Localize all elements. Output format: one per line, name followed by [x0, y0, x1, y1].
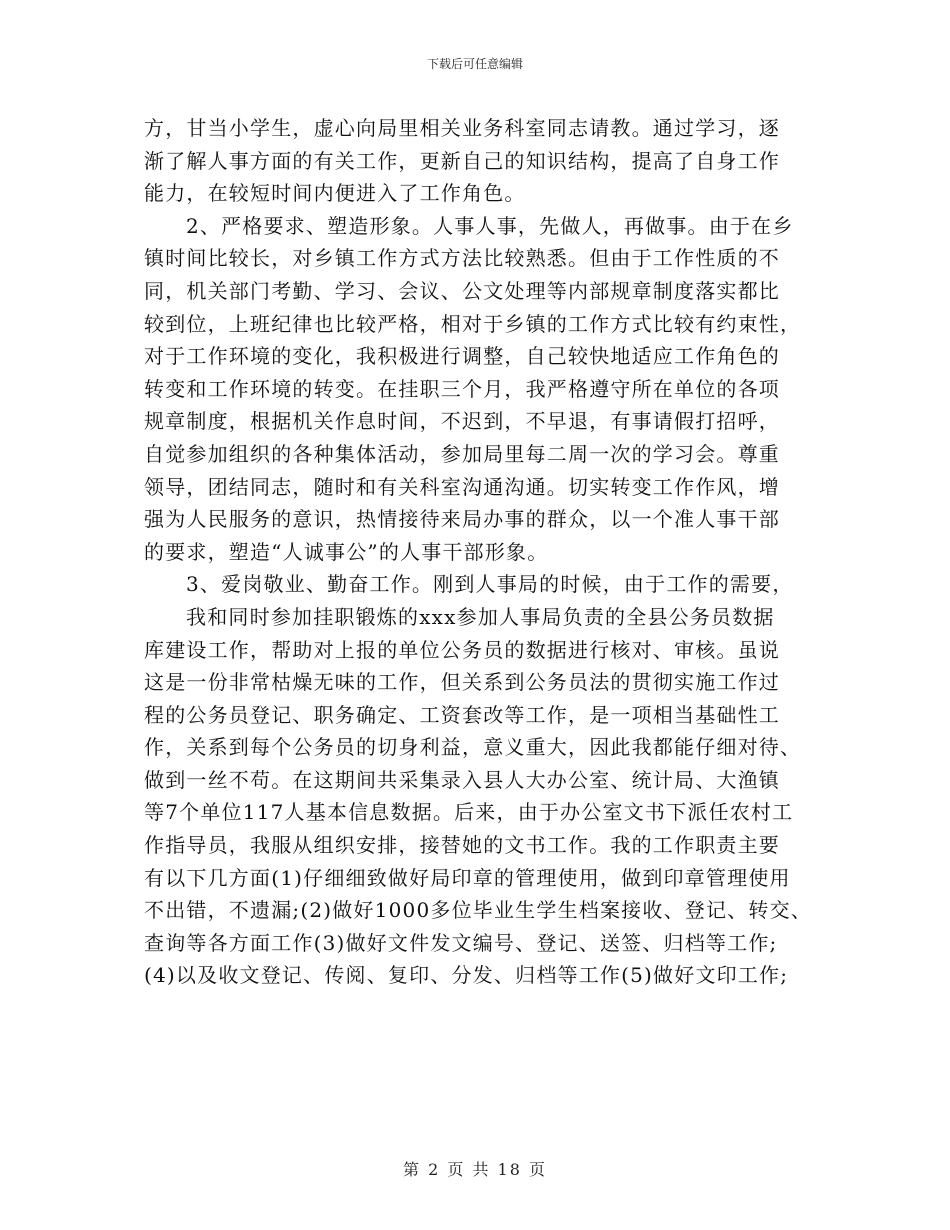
text-line: 领导，团结同志，随时和有关科室沟通沟通。切实转变工作作风，增	[144, 474, 780, 499]
text-line: 做到一丝不苟。在这期间共采集录入县人大办公室、统计局、大渔镇	[144, 767, 780, 792]
text-line: 等7个单位117人基本信息数据。后来，由于办公室文书下派任农村工	[144, 800, 794, 825]
text-line: 程的公务员登记、职务确定、工资套改等工作，是一项相当基础性工	[144, 702, 780, 727]
text-line: 同，机关部门考勤、学习、会议、公文处理等内部规章制度落实都比	[144, 278, 780, 303]
page-header: 下载后可任意编辑	[426, 57, 523, 71]
text-line: 作，关系到每个公务员的切身利益，意义重大，因此我都能仔细对待、	[144, 735, 802, 760]
text-line: 对于工作环境的变化，我积极进行调整，自己较快地适应工作角色的	[144, 344, 780, 369]
text-line: 不出错，不遗漏;(2)做好1000多位毕业生学生档案接收、登记、转交、	[144, 898, 812, 923]
text-line: 3、爱岗敬业、勤奋工作。刚到人事局的时候，由于工作的需要，	[186, 572, 794, 597]
text-line: 查询等各方面工作(3)做好文件发文编号、登记、送签、归档等工作;	[144, 930, 778, 955]
text-line: 能力，在较短时间内便进入了工作角色。	[144, 181, 526, 206]
text-line: 2、严格要求、塑造形象。人事人事，先做人，再做事。由于在乡	[186, 213, 794, 238]
text-line: 自觉参加组织的各种集体活动，参加局里每二周一次的学习会。尊重	[144, 441, 780, 466]
text-line: 转变和工作环境的转变。在挂职三个月，我严格遵守所在单位的各项	[144, 376, 780, 401]
text-line: 的要求，塑造“人诚事公”的人事干部形象。	[144, 539, 549, 564]
page-footer: 第 2 页 共 18 页	[403, 1160, 547, 1179]
text-line: 渐了解人事方面的有关工作，更新自己的知识结构，提高了自身工作	[144, 148, 780, 173]
document-body	[144, 112, 814, 992]
text-line: 较到位，上班纪律也比较严格，相对于乡镇的工作方式比较有约束性，	[144, 311, 802, 336]
text-line: 库建设工作，帮助对上报的单位公务员的数据进行核对、审核。虽说	[144, 637, 780, 662]
text-line: 作指导员，我服从组织安排，接替她的文书工作。我的工作职责主要	[144, 833, 780, 858]
text-line: 方，甘当小学生，虚心向局里相关业务科室同志请教。通过学习，逐	[144, 116, 780, 140]
text-line: 有以下几方面(1)仔细细致做好局印章的管理使用，做到印章管理使用	[144, 865, 791, 890]
text-line: 我和同时参加挂职锻炼的xxx参加人事局负责的全县公务员数据	[186, 604, 775, 629]
text-line: 强为人民服务的意识，热情接待来局办事的群众，以一个准人事干部	[144, 507, 780, 532]
text-line: 镇时间比较长，对乡镇工作方式方法比较熟悉。但由于工作性质的不	[144, 246, 780, 271]
text-line: 这是一份非常枯燥无味的工作，但关系到公务员法的贯彻实施工作过	[144, 670, 780, 695]
text-line: (4)以及收文登记、传阅、复印、分发、归档等工作(5)做好文印工作;	[144, 963, 789, 988]
text-line: 规章制度，根据机关作息时间，不迟到，不早退，有事请假打招呼，	[144, 409, 780, 434]
